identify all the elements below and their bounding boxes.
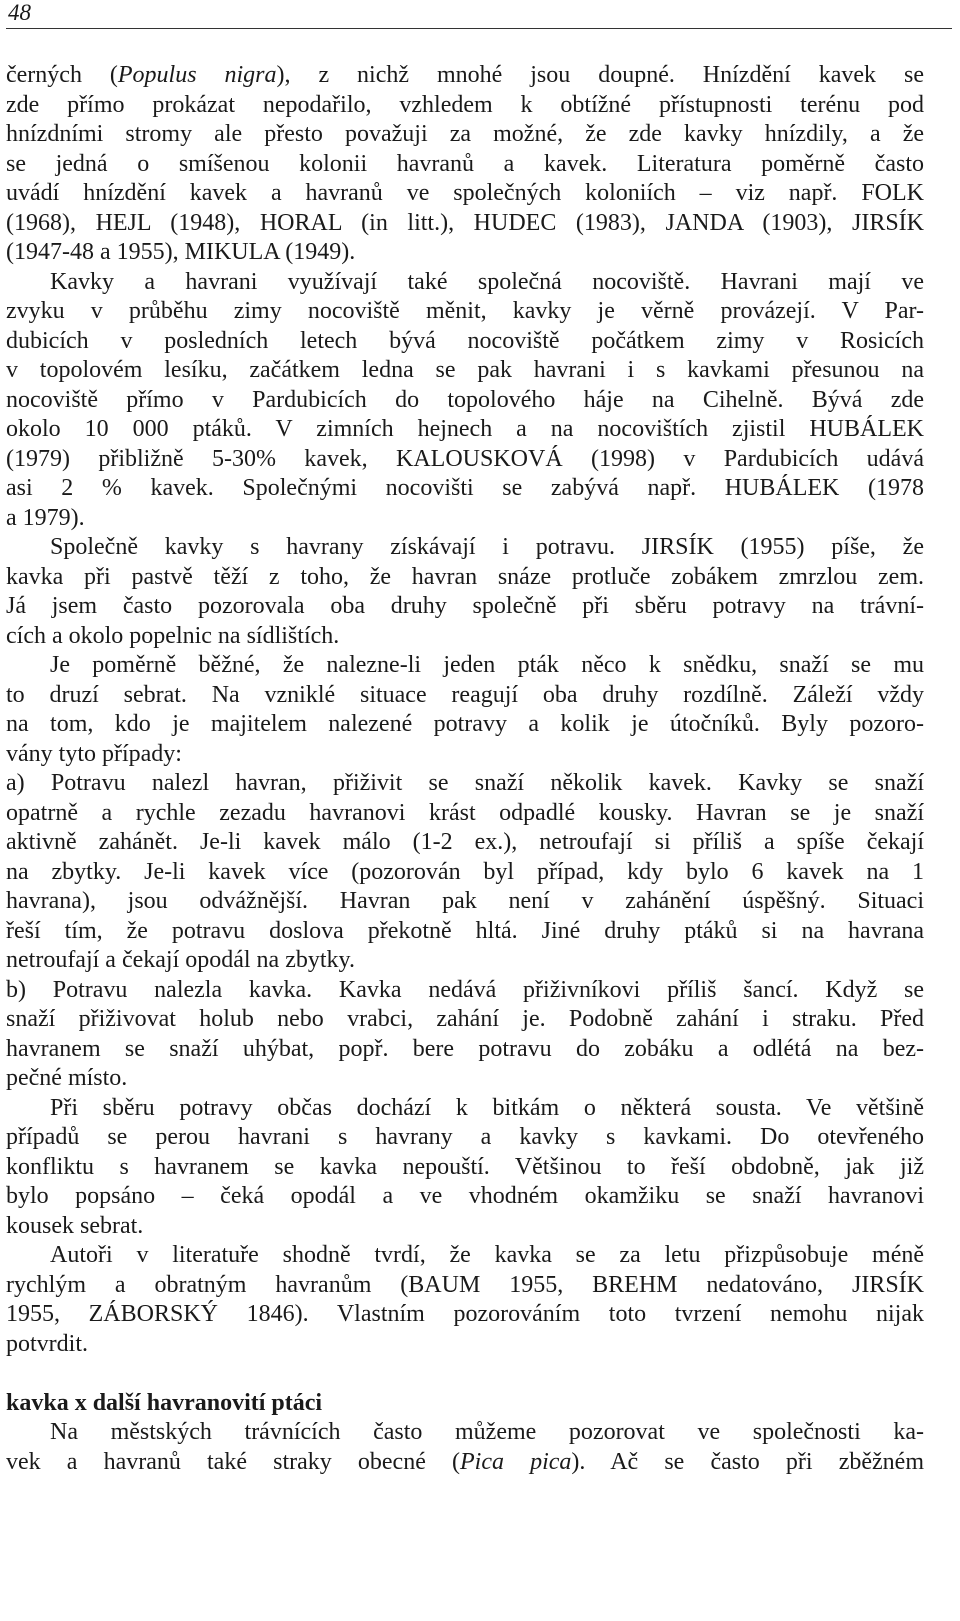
text-line: (1968), HEJL (1948), HORAL (in litt.), HUDEC (1983), JANDA (1903), JIRSÍK [6, 209, 924, 236]
text-line: zvyku v průběhu zimy nocoviště měnit, kavky je věrně provázejí. V Par- [6, 298, 924, 324]
text-line: havrana), jsou odvážnější. Havran pak není v zahánění úspěšný. Situaci [6, 888, 924, 914]
text-line: a) Potravu nalezl havran, přiživit se snaží několik kavek. Kavky se snaží [6, 770, 924, 796]
text-line: snaží přiživovat holub nebo vrabci, zahání je. Podobně zahání i straku. Před [6, 1006, 924, 1032]
text-line: uvádí hnízdění kavek a havranů ve společných koloniích – viz např. FOLK [6, 180, 924, 206]
text-line: opatrně a rychle zezadu havranovi krást odpadlé kousky. Havran se je snaží [6, 799, 924, 826]
text-line: nocoviště přímo v Pardubicích do topolového háje na Cihelně. Bývá zde [6, 386, 924, 413]
text-line: rychlým a obratným havranům (BAUM 1955, BREHM nedatováno, JIRSÍK [6, 1271, 924, 1298]
text-line: Je poměrně běžné, že nalezne-li jeden pták něco k snědku, snaží se mu [50, 652, 924, 678]
text-line: kavka při pastvě těží z toho, že havran snáze protluče zobákem zmrzlou zem. [6, 563, 924, 590]
text-line: (1979) přibližně 5-30% kavek, KALOUSKOVÁ (1998) v Pardubicích udává [6, 445, 924, 472]
text-line: to druzí sebrat. Na vzniklé situace reagují oba druhy rozdílně. Záleží vždy [6, 681, 924, 708]
text-line: Při sběru potravy občas dochází k bitkám o některá sousta. Ve většině [50, 1094, 924, 1121]
text-line: se jedná o smíšenou kolonii havranů a kavek. Literatura poměrně často [6, 150, 924, 177]
text-line: cích a okolo popelnic na sídlištích. [6, 622, 340, 649]
text-line: Společně kavky s havrany získávají i potravu. JIRSÍK (1955) píše, že [50, 534, 924, 560]
text-line: vek a havranů také straky obecné (Pica pica). Ač se často při zběžném [6, 1448, 924, 1475]
text-line: potvrdit. [6, 1330, 88, 1357]
text-line: Kavky a havrani využívají také společná nocoviště. Havrani mají ve [50, 268, 924, 295]
text-line: černých (Populus nigra), z nichž mnohé jsou doupné. Hnízdění kavek se [6, 62, 924, 88]
text-line: asi 2 % kavek. Společnými nocovišti se zabývá např. HUBÁLEK (1978 [6, 475, 924, 501]
section-heading: kavka x další havranovití ptáci [6, 1389, 323, 1416]
text-line: havranem se snaží uhýbat, popř. bere potravu do zobáku a odlétá na bez- [6, 1035, 924, 1062]
text-line: b) Potravu nalezla kavka. Kavka nedává přiživníkovi příliš šancí. Když se [6, 976, 924, 1003]
spacer [6, 1359, 924, 1389]
text-line: řeší tím, že potravu doslova překotně hltá. Jiné druhy ptáků si na havrana [6, 917, 924, 944]
text-line: pečné místo. [6, 1065, 128, 1091]
text-line: Na městských trávnících často můžeme pozorovat ve společnosti ka- [50, 1419, 924, 1445]
text-line: na zbytky. Je-li kavek více (pozorován byl případ, kdy bylo 6 kavek na 1 [6, 858, 924, 885]
text-line: hnízdními stromy ale přesto považuji za možné, že zde kavky hnízdily, a že [6, 121, 924, 147]
page-number: 48 [8, 0, 31, 25]
text-line: dubicích v posledních letech bývá nocoviště počátkem zimy v Rosicích [6, 327, 924, 354]
text-line: netroufají a čekají opodál na zbytky. [6, 947, 355, 973]
text-line: aktivně zahánět. Je-li kavek málo (1-2 ex.), netroufají si příliš a spíše čekají [6, 829, 924, 855]
text-line: vány tyto případy: [6, 740, 182, 767]
text-line: Autoři v literatuře shodně tvrdí, že kavka se za letu přizpůsobuje méně [50, 1242, 924, 1268]
text-line: konfliktu s havranem se kavka nepouští. Většinou to řeší obdobně, jak již [6, 1153, 924, 1180]
text-line: případů se perou havrani s havrany a kavky s kavkami. Do otevřeného [6, 1124, 924, 1150]
text-line: na tom, kdo je majitelem nalezené potravy a kolik je útočníků. Byly pozoro- [6, 711, 924, 737]
page-header [6, 0, 952, 29]
text-line: v topolovém lesíku, začátkem ledna se pak havrani i s kavkami přesunou na [6, 357, 924, 383]
text-line: (1947-48 a 1955), MIKULA (1949). [6, 239, 356, 265]
text-line: kousek sebrat. [6, 1212, 144, 1239]
text-line: Já jsem často pozorovala oba druhy společně při sběru potravy na trávní- [6, 593, 924, 619]
body-text [6, 61, 924, 1477]
text-line: a 1979). [6, 504, 85, 531]
text-line: bylo popsáno – čeká opodál a ve vhodném okamžiku se snaží havranovi [6, 1183, 924, 1209]
text-line: 1955, ZÁBORSKÝ 1846). Vlastním pozorováním toto tvrzení nemohu nijak [6, 1301, 924, 1327]
text-line: okolo 10 000 ptáků. V zimních hejnech a na nocovištích zjistil HUBÁLEK [6, 416, 924, 442]
text-line: zde přímo prokázat nepodařilo, vzhledem k obtížné přístupnosti terénu pod [6, 91, 924, 118]
